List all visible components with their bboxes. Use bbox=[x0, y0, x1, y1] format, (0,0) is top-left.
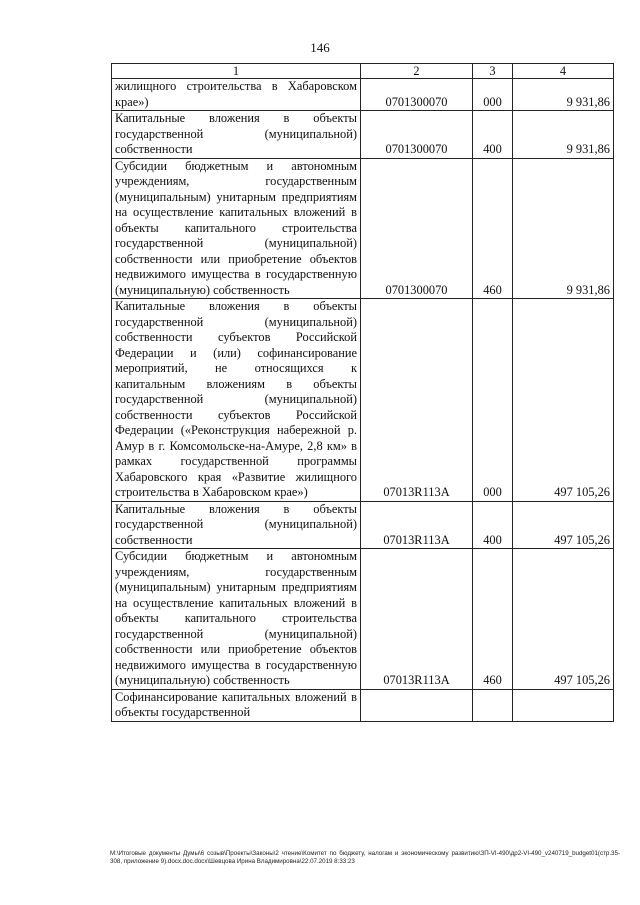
row-name-cell: Субсидии бюджетным и автономным учреждениям, государственным (муниципальным) унитарным предприятиям на осуществление капитальных вложений в объекты капитального строительства государственной (муниципальной) собственности или приобретение объектов недвижимого имущества в государственную (муниципальную) собственность bbox=[112, 158, 361, 299]
row-amount-cell: 9 931,86 bbox=[513, 79, 614, 111]
row-amount-cell: 497 105,26 bbox=[513, 501, 614, 549]
column-header-1: 1 bbox=[112, 64, 361, 79]
row-name-cell: жилищного строительства в Хабаровском крае») bbox=[112, 79, 361, 111]
table-header-row bbox=[112, 64, 614, 79]
column-header-4: 4 bbox=[513, 64, 614, 79]
row-code-cell: 07013R113A bbox=[361, 299, 473, 502]
row-code-cell bbox=[361, 689, 473, 721]
table-row bbox=[112, 501, 614, 549]
row-name-cell: Капитальные вложения в объекты государственной (муниципальной) собственности субъектов Российской Федерации и (или) софинансирование мероприятий, не относящихся к капитальным вложениям в объекты государственной (муниципальной) собственности субъектов Российской Федерации («Реконструкция набережной р. Амур в г. Комсомольске-на-Амуре, 2,8 км» в рамках государственной программы Хабаровского края «Развитие жилищного строительства в Хабаровском крае») bbox=[112, 299, 361, 502]
table-row bbox=[112, 111, 614, 159]
row-amount-cell: 9 931,86 bbox=[513, 158, 614, 299]
row-amount-cell: 497 105,26 bbox=[513, 299, 614, 502]
document-path-footer: M:\Итоговые документы Думы\6 созыв\Проекты\Законы\2 чтение\Комитет по бюджету, налогам и экономическому развитию\ЗП-VI-490\др2-VI-490_v240719_budget01(стр.35-308, приложение 9).docx.doc.docx\Шевцова Ирина Владимировна\22.07.2019 8:33:23 bbox=[110, 850, 620, 865]
row-type-cell: 000 bbox=[473, 299, 513, 502]
row-name-cell: Софинансирование капитальных вложений в объекты государственной bbox=[112, 689, 361, 721]
column-header-3: 3 bbox=[473, 64, 513, 79]
table-row bbox=[112, 158, 614, 299]
row-amount-cell: 9 931,86 bbox=[513, 111, 614, 159]
row-type-cell: 000 bbox=[473, 79, 513, 111]
row-type-cell: 460 bbox=[473, 158, 513, 299]
row-type-cell: 400 bbox=[473, 111, 513, 159]
row-name-cell: Субсидии бюджетным и автономным учреждениям, государственным (муниципальным) унитарным предприятиям на осуществление капитальных вложений в объекты капитального строительства государственной (муниципальной) собственности или приобретение объектов недвижимого имущества в государственную (муниципальную) собственность bbox=[112, 549, 361, 690]
row-amount-cell: 497 105,26 bbox=[513, 549, 614, 690]
row-code-cell: 07013R113A bbox=[361, 549, 473, 690]
table-row bbox=[112, 299, 614, 502]
row-amount-cell bbox=[513, 689, 614, 721]
table-row bbox=[112, 689, 614, 721]
row-name-cell: Капитальные вложения в объекты государственной (муниципальной) собственности bbox=[112, 501, 361, 549]
table-row bbox=[112, 549, 614, 690]
row-type-cell bbox=[473, 689, 513, 721]
row-code-cell: 0701300070 bbox=[361, 158, 473, 299]
table-row bbox=[112, 79, 614, 111]
page-number: 146 bbox=[310, 40, 330, 55]
row-code-cell: 07013R113A bbox=[361, 501, 473, 549]
row-type-cell: 460 bbox=[473, 549, 513, 690]
budget-table bbox=[111, 63, 614, 722]
row-type-cell: 400 bbox=[473, 501, 513, 549]
column-header-2: 2 bbox=[361, 64, 473, 79]
row-code-cell: 0701300070 bbox=[361, 111, 473, 159]
row-code-cell: 0701300070 bbox=[361, 79, 473, 111]
row-name-cell: Капитальные вложения в объекты государственной (муниципальной) собственности bbox=[112, 111, 361, 159]
